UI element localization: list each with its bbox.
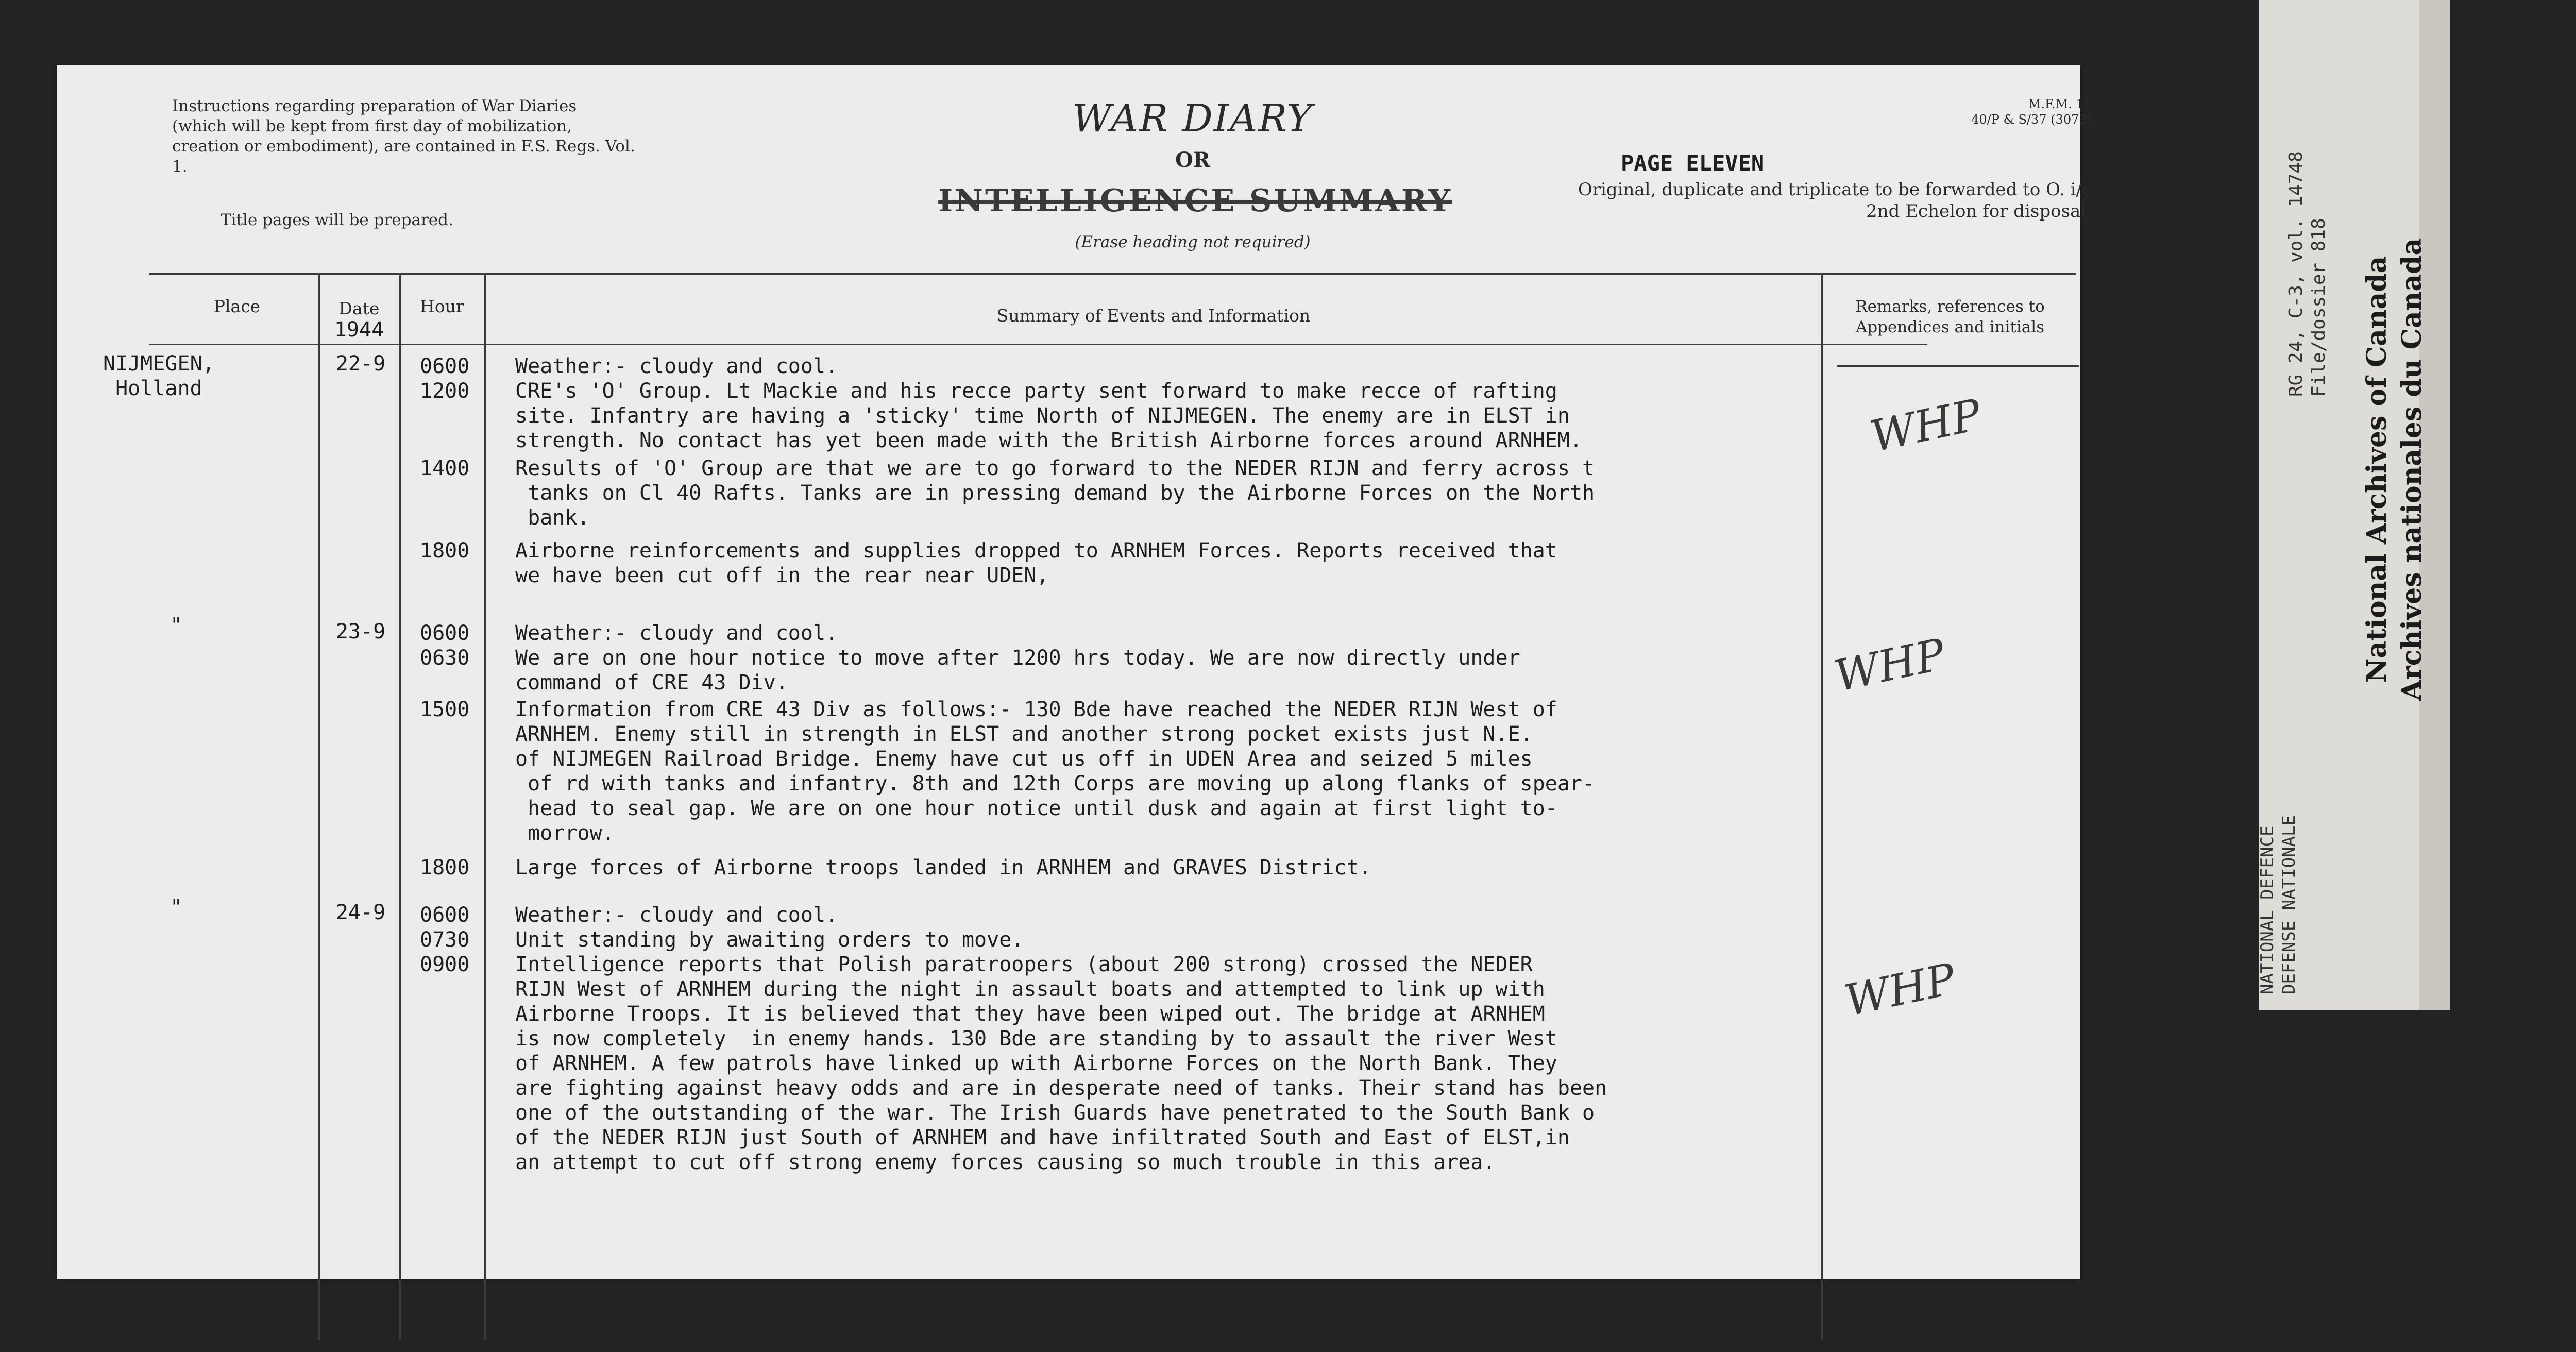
hour-cell: 1800 — [420, 539, 470, 563]
entry-text: Weather:- cloudy and cool. — [515, 621, 838, 645]
hour-cell: 1200 — [420, 379, 470, 403]
entry-text: CRE's 'O' Group. Lt Mackie and his recce party sent forward to make recce of rafting site. Infantry are having a 'sticky' time North of NIJMEGEN. The enemy are in ELST in strength. No contact has yet been made with the British Airborne forces around ARNHEM. — [515, 379, 1583, 452]
hour-cell: 1400 — [420, 457, 470, 480]
place-cell: NIJMEGEN, Holland — [103, 352, 215, 400]
column-place: Place — [213, 296, 261, 316]
instructions-text: Instructions regarding preparation of War Diaries (which will be kept from first day of mobilization, creation or embodiment), are contained in F.S. Regs. Vol. 1. — [172, 97, 635, 176]
initials-mark: WHP — [1840, 953, 1960, 1026]
hour-cell: 1800 — [420, 856, 470, 880]
hour-cell: 1500 — [420, 698, 470, 721]
table-top-rule — [149, 273, 2076, 275]
forward-note: Original, duplicate and triplicate to be forwarded to O. i/c 2nd Echelon for disposal. — [1578, 179, 2092, 222]
entry-text: Information from CRE 43 Div as follows:- 130 Bde have reached the NEDER RIJN West of ARNHEM. Enemy still in strength in ELST and another strong pocket exists just N.E. of NIJMEGEN Railroad Bridge. Enemy have cut us off in UDEN Area and seized 5 miles of rd with tanks and infantry. 8th and 12th Corps are moving up along flanks of spear- head to seal gap. We are on one hour notice until dusk and again at first light to- morrow. — [515, 698, 1595, 845]
date-cell: 22-9 — [335, 352, 386, 376]
entry-text: Weather:- cloudy and cool. — [515, 903, 838, 927]
ditto-mark: " — [170, 614, 183, 637]
erase-heading-note: (Erase heading not required) — [1075, 233, 1311, 251]
diary-title: WAR DIARY — [1072, 96, 1313, 141]
entry-text: Large forces of Airborne troops landed in ARNHEM and GRAVES District. — [515, 856, 1371, 880]
initials-mark: WHP — [1830, 629, 1950, 702]
hour-cell: 0630 — [420, 646, 470, 670]
summary-remarks-divider — [1821, 273, 1823, 1340]
hour-cell: 0600 — [420, 903, 470, 927]
entry-text: Unit standing by awaiting orders to move. — [515, 928, 1024, 952]
date-cell: 24-9 — [335, 901, 386, 924]
hour-cell: 0600 — [420, 354, 470, 378]
table-header-rule — [149, 344, 1927, 345]
entry-text: Weather:- cloudy and cool. — [515, 354, 838, 378]
archive-reference: RG 24, C-3, vol. 14748 File/dossier 818 — [2285, 151, 2329, 397]
column-date: Date — [338, 298, 380, 318]
title-pages-note: Title pages will be prepared. — [221, 211, 453, 229]
diary-or-text: OR — [1175, 148, 1211, 172]
column-remarks: Remarks, references to Appendices and initials — [1855, 297, 2045, 336]
remarks-header-rule — [1837, 365, 2079, 367]
form-number — [1860, 96, 2092, 127]
hour-cell: 0600 — [420, 621, 470, 645]
column-summary: Summary of Events and Information — [996, 306, 1311, 326]
struck-intelligence-summary: INTELLIGENCE SUMMARY — [938, 183, 1452, 219]
archive-department-label: NATIONAL DEFENCE DEFENSE NATIONALE — [2257, 815, 2299, 994]
form-number-line1: M.F.M. 11 — [2028, 97, 2092, 111]
hour-summary-divider — [484, 273, 486, 1340]
entry-text: We are on one hour notice to move after 1200 hrs today. We are now directly under command of CRE 43 Div. — [515, 646, 1520, 695]
entry-text: Airborne reinforcements and supplies dropped to ARNHEM Forces. Reports received that we have been cut off in the rear near UDEN, — [515, 539, 1557, 587]
hour-cell: 0730 — [420, 928, 470, 952]
place-date-divider — [318, 273, 320, 1340]
initials-mark: WHP — [1866, 389, 1986, 462]
column-date-year: 1944 — [334, 318, 384, 342]
hour-cell: 0900 — [420, 953, 470, 976]
ditto-mark: " — [170, 895, 183, 919]
column-hour: Hour — [420, 296, 464, 316]
date-hour-divider — [399, 273, 401, 1340]
entry-text: Results of 'O' Group are that we are to go forward to the NEDER RIJN and ferry across t tanks on Cl 40 Rafts. Tanks are in pressing demand by the Airborne Forces on the North bank. — [515, 457, 1595, 530]
form-number-line2: 40/P & S/37 (3072) — [1971, 112, 2092, 127]
entry-text: Intelligence reports that Polish paratroopers (about 200 strong) crossed the NEDER RIJN West of ARNHEM during the night in assault boats and attempted to link up with Airborne Troops. It is believed that they have been wiped out. The bridge at ARNHEM is now completely in enemy hands. 130 Bde are standing by to assault the river West of ARNHEM. A few patrols have linked up with Airborne Forces on the North Bank. They are fighting against heavy odds and are in desperate need of tanks. Their stand has been one of the outstanding of the war. The Irish Guards have penetrated to the South Bank o of the NEDER RIJN just South of ARNHEM and have infiltrated South and East of ELST,in an attempt to cut off strong enemy forces causing so much trouble in this area. — [515, 953, 1607, 1174]
war-diary-sheet — [57, 65, 2092, 1279]
date-cell: 23-9 — [335, 620, 386, 644]
page-label: PAGE ELEVEN — [1621, 150, 1765, 176]
archive-stamp: National Archives of Canada Archives nationales du Canada — [2361, 238, 2428, 701]
